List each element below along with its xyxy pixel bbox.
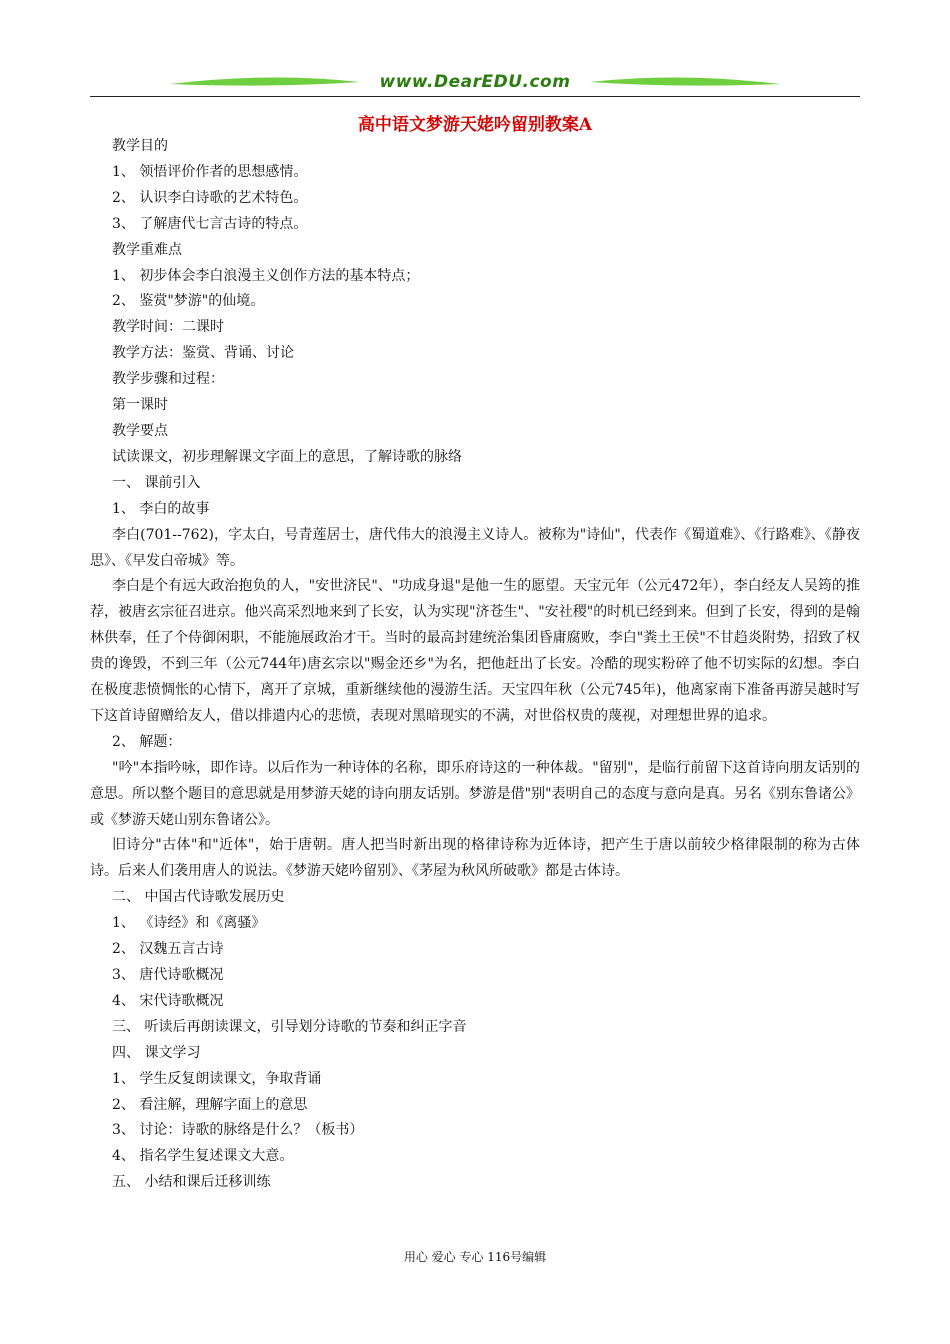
section-heading: 三、 听读后再朗读课文，引导划分诗歌的节奏和纠正字音	[112, 1018, 467, 1035]
teaching-time: 教学时间：二课时	[112, 319, 224, 336]
document-title: 高中语文梦游天姥吟留别教案A	[357, 115, 593, 135]
header-brand: www.DearEDU.com	[379, 72, 571, 92]
lesson-points-heading: 教学要点	[112, 422, 168, 439]
subsection-item: 2、 汉魏五言古诗	[112, 941, 224, 958]
key-point-item: 2、 鉴赏"梦游"的仙境。	[112, 293, 265, 310]
subsection-heading: 1、 李白的故事	[112, 500, 210, 517]
lesson-one-heading: 第一课时	[112, 397, 168, 414]
subsection-heading: 2、 解题：	[112, 733, 182, 750]
key-point-item: 1、 初步体会李白浪漫主义创作方法的基本特点；	[112, 267, 420, 284]
section-heading: 五、 小结和课后迁移训练	[112, 1174, 271, 1191]
objective-item: 3、 了解唐代七言古诗的特点。	[112, 215, 308, 232]
objective-item: 1、 领悟评价作者的思想感情。	[112, 163, 308, 180]
subsection-item: 1、 学生反复朗读课文，争取背诵	[112, 1070, 322, 1087]
subsection-item: 1、 《诗经》和《离骚》	[112, 915, 266, 932]
paragraph-poetry-forms: 旧诗分"古体"和"近体"，始于唐朝。唐人把当时新出现的格律诗称为近体诗，把产生于唐以前较少格律限制的称为古体诗。后来人们袭用唐人的说法。《梦游天姥吟留别》、《茅屋为秋风所破歌》都是古体诗。	[90, 837, 860, 880]
subsection-item: 3、 唐代诗歌概况	[112, 967, 224, 983]
section-heading: 一、 课前引入	[112, 474, 201, 491]
subsection-item: 4、 宋代诗歌概况	[112, 992, 224, 1009]
document-body	[90, 134, 860, 1196]
header-rule	[90, 96, 860, 97]
paragraph-title-explanation: "吟"本指吟咏，即作诗。以后作为一种诗体的名称，即乐府诗这的一种体裁。"留别"，是临行前留下这首诗向朋友话别的意思。所以整个题目的意思就是用梦游天姥的诗向朋友话别。梦游是借"别"表明自己的态度与意向是真。另名《别东鲁诸公》或《梦游天姥山别东鲁诸公》。	[90, 759, 860, 828]
page-footer: 用心 爱心 专心 116号编辑	[403, 1250, 547, 1264]
teaching-method: 教学方法：鉴赏、背诵、讨论	[112, 345, 294, 362]
subsection-item: 2、 看注解，理解字面上的意思	[112, 1096, 308, 1113]
page-header	[90, 70, 860, 100]
objectives-heading: 教学目的	[112, 138, 168, 154]
teaching-steps-heading: 教学步骤和过程：	[112, 371, 224, 388]
subsection-item: 4、 指名学生复述课文大意。	[112, 1148, 294, 1165]
key-points-heading: 教学重难点	[112, 241, 182, 258]
paragraph-libai-story: 李白是个有远大政治抱负的人，"安世济民"、"功成身退"是他一生的愿望。天宝元年（公元472年），李白经友人吴筠的推荐，被唐玄宗征召进京。他兴高采烈地来到了长安，认为实现"济苍生"、"安社稷"的时机已经到来。但到了长安，得到的是翰林供奉，任了个侍御闲职，不能施展政治才干。当时的最高封建统治集团昏庸腐败，李白"粪土王侯"不甘趋炎附势，招致了权贵的谗毁，不到三年（公元744年)唐玄宗以"赐金还乡"为名，把他赶出了长安。冷酷的现实粉碎了他不切实际的幻想。李白在极度悲愤惆怅的心情下，离开了京城，重新继续他的漫游生活。天宝四年秋（公元745年)，他离家南下准备再游吴越时写下这首诗留赠给友人，借以排遣内心的悲愤，表现对黑暗现实的不满，对世俗权贵的蔑视，对理想世界的追求。	[90, 578, 860, 724]
subsection-item: 3、 讨论：诗歌的脉络是什么？（板书）	[112, 1122, 364, 1139]
lesson-points-text: 试读课文，初步理解课文字面上的意思，了解诗歌的脉络	[112, 448, 462, 465]
section-heading: 二、 中国古代诗歌发展历史	[112, 889, 285, 906]
section-heading: 四、 课文学习	[112, 1044, 201, 1061]
objective-item: 2、 认识李白诗歌的艺术特色。	[112, 189, 308, 206]
paragraph-libai-intro: 李白(701--762)，字太白，号青莲居士，唐代伟大的浪漫主义诗人。被称为"诗仙"，代表作《蜀道难》、《行路难》、《静夜思》、《早发白帝城》等。	[90, 526, 860, 569]
